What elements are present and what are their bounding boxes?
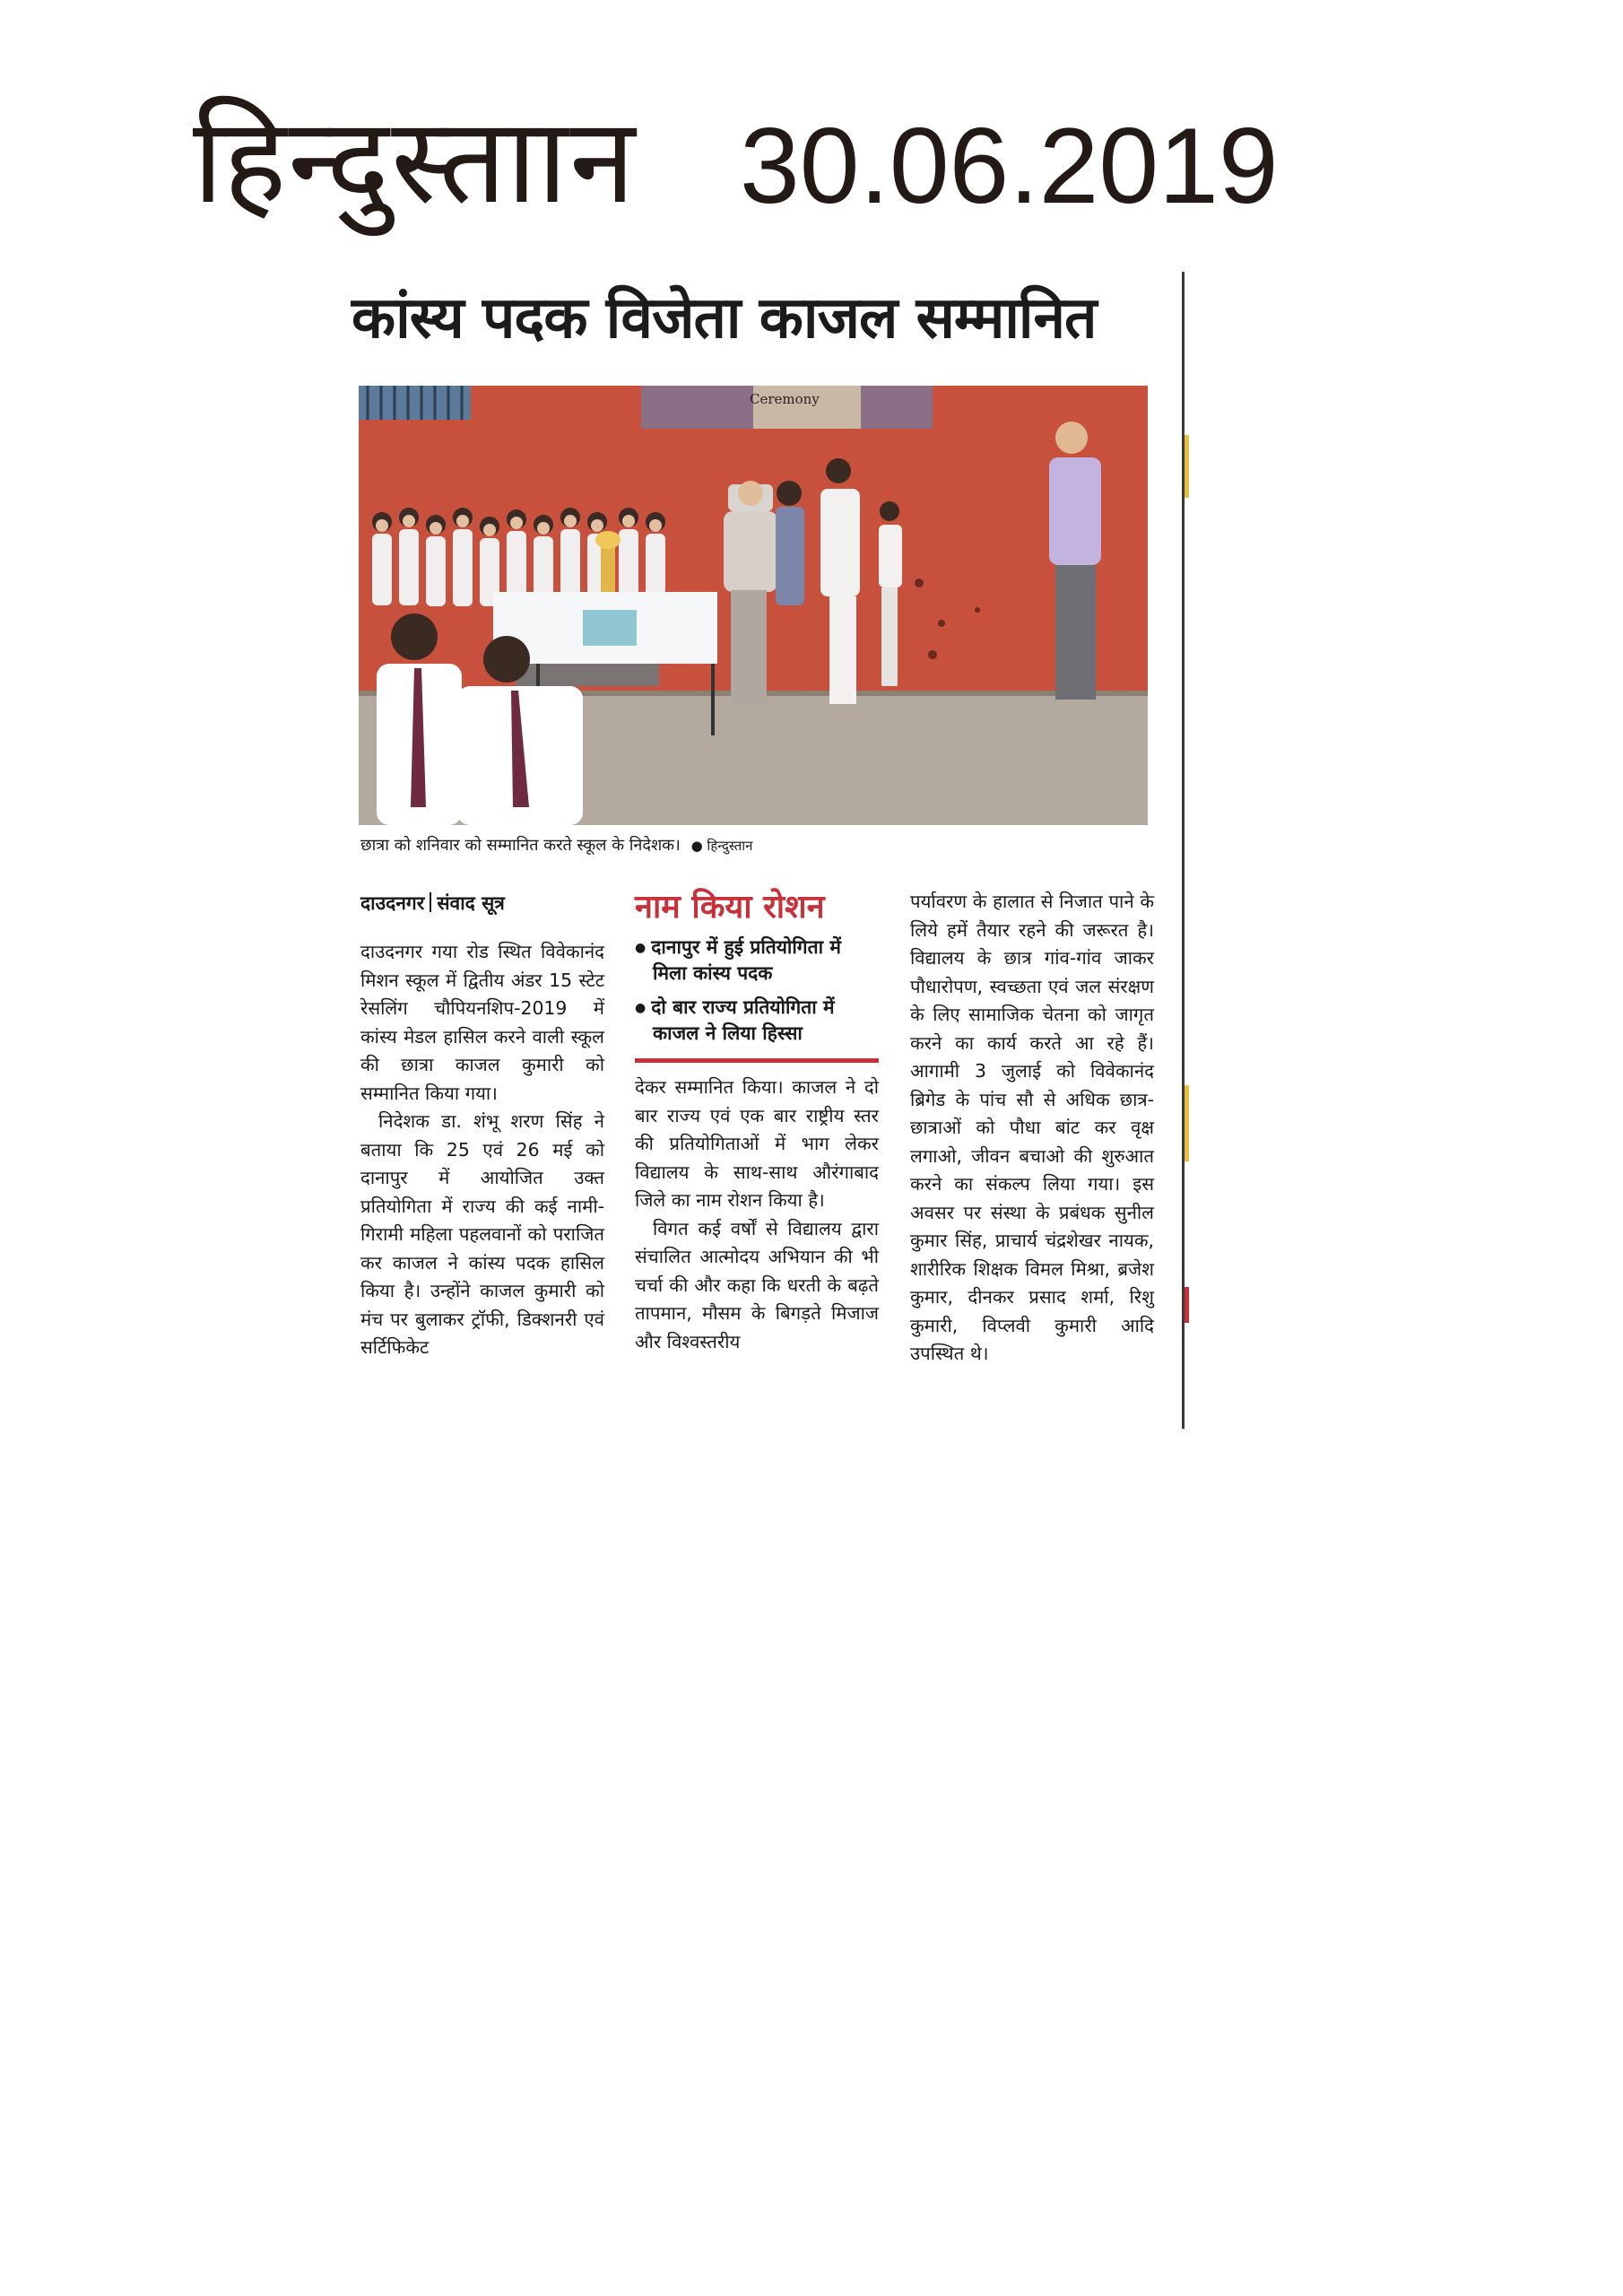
margin-mark <box>1185 435 1189 498</box>
paragraph: निदेशक डा. शंभू शरण सिंह ने बताया कि 25 एवं 26 मई को दानापुर में आयोजित उक्त प्रतियोगिता में राज्य की कई नामी-गिरामी महिला पहलवानों को पराजित कर काजल ने कांस्य पदक हासिल किया है। उन्होंने काजल कुमारी को मंच पर बुलाकर ट्रॉफी, डिक्शनरी एवं सर्टिफिकेट <box>360 1110 604 1358</box>
highlight-bullet: ● दो बार राज्य प्रतियोगिता में काजल ने लिया हिस्सा <box>635 995 879 1046</box>
dateline-source: संवाद सूत्र <box>437 892 505 914</box>
publication-date: 30.06.2019 <box>740 106 1279 226</box>
paragraph: दाउदनगर गया रोड स्थित विवेकानंद मिशन स्कूल में द्वितीय अंडर 15 स्टेट रेसलिंग चौपियनशिप-2019 में कांस्य मेडल हासिल करने वाली स्कूल की छात्रा काजल कुमारी को सम्मानित किया गया। <box>360 941 604 1104</box>
paragraph: पर्यावरण के हालात से निजात पाने के लिये हमें तैयार रहने की जरूरत है। विद्यालय के छात्र गांव-गांव जाकर पौधारोपण, स्वच्छता एवं जल संरक्षण के लिए सामाजिक चेतना को जागृत करने का कार्य करते आ रहे हैं। आगामी 3 जुलाई को विवेकानंद ब्रिगेड के पांच सौ से अधिक छात्र-छात्राओं को पौधा बांट कर वृक्ष लगाओ, जीवन बचाओ की शुरुआत करने का संकल्प लिया गया। इस अवसर पर संस्था के प्रबंधक सुनील कुमार सिंह, प्राचार्य चंद्रशेखर नायक, शारीरिक शिक्षक विमल मिश्रा, ब्रजेश कुमार, दीनकर प्रसाद शर्मा, रिशु कुमारी, विप्लवी कुमारी आदि उपस्थित थे। <box>910 891 1154 1364</box>
photo-caption <box>360 834 1150 857</box>
article-column-1 <box>360 888 604 1362</box>
banner-text: Ceremony <box>750 391 820 407</box>
caption-source: ● हिन्दुस्तान <box>690 838 753 854</box>
margin-mark <box>1185 1085 1189 1161</box>
paragraph: देकर सम्मानित किया। काजल ने दो बार राज्य एवं एक बार राष्ट्रीय स्तर की प्रतियोगिताओं में भाग लेकर विद्यालय के साथ-साथ औरंगाबाद जिले का नाम रोशन किया है। <box>635 1076 879 1211</box>
article-headline: कांस्य पदक विजेता काजल सम्मानित <box>352 285 1097 352</box>
news-photo <box>359 386 1148 825</box>
dateline <box>360 888 604 918</box>
highlight-bullet: ● दानापुर में हुई प्रतियोगिता में मिला कांस्य पदक <box>635 935 879 986</box>
caption-text: छात्रा को शनिवार को सम्मानित करते स्कूल के निदेशक। <box>360 836 681 855</box>
red-divider <box>635 1058 879 1063</box>
margin-mark <box>1185 1287 1189 1323</box>
dateline-place: दाउदनगर <box>360 892 425 914</box>
paragraph: विगत कई वर्षों से विद्यालय द्वारा संचालित आत्मोदय अभियान की भी चर्चा की और कहा कि धरती के बढ़ते तापमान, मौसम के बिगड़ते मिजाज और विश्वस्तरीय <box>635 1217 879 1352</box>
article-column-2 <box>635 888 879 1356</box>
subheading: नाम किया रोशन <box>635 889 825 926</box>
article-column-3 <box>910 888 1154 1369</box>
newspaper-masthead: हिन्दुस्ताान <box>193 92 638 230</box>
